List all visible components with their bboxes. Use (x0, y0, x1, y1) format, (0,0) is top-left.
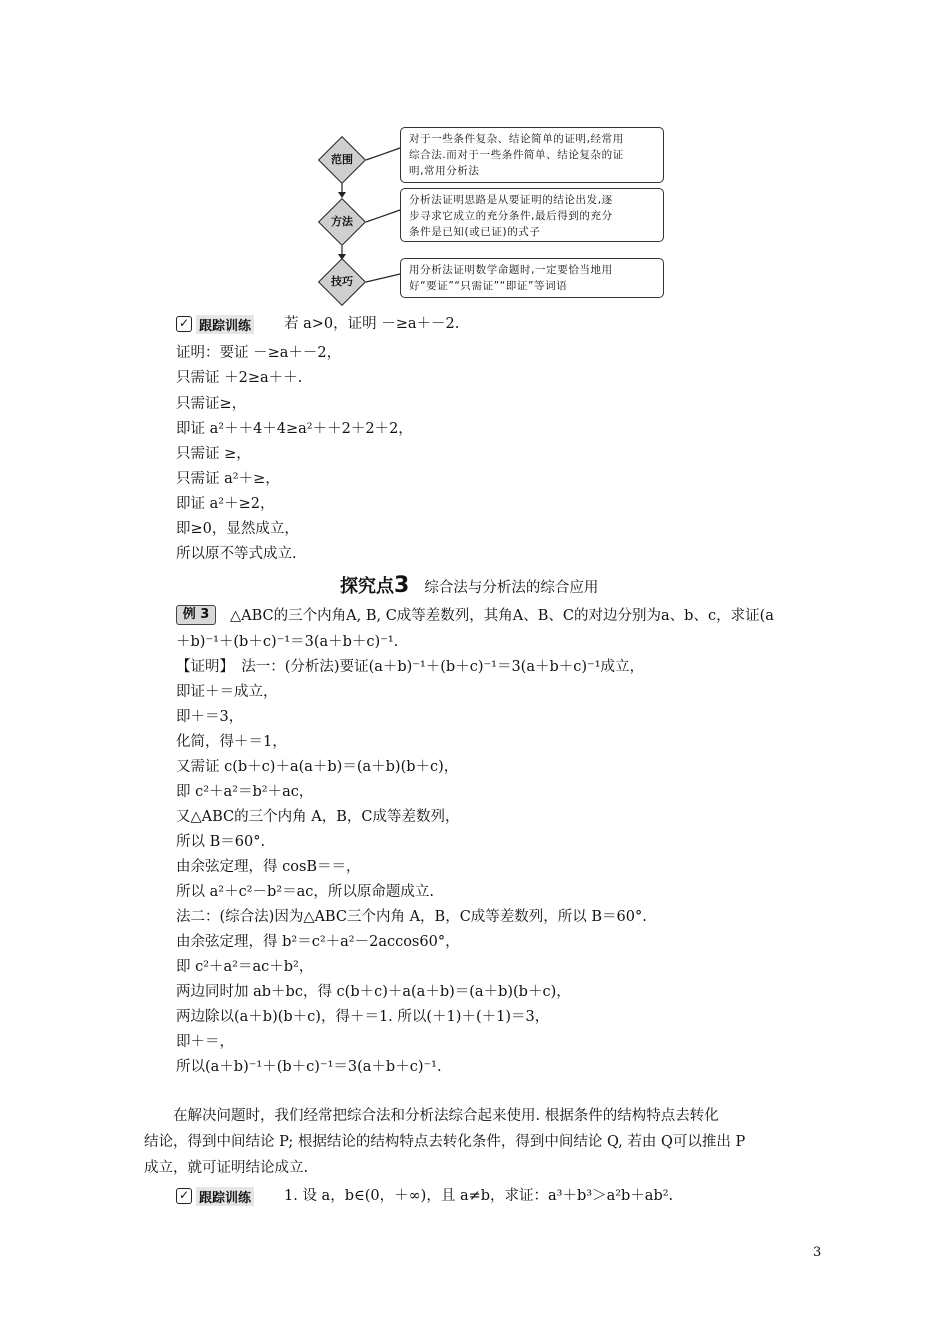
proof-line: 只需证 a²＋≥， (176, 471, 280, 487)
proof-line: 化简，得＋＝1， (176, 734, 287, 750)
proof-line: 又需证 c(b＋c)＋a(a＋b)＝(a＋b)(b＋c)， (176, 759, 459, 775)
section-heading (340, 572, 598, 598)
summary-line: 结论，得到中间结论 P; 根据结论的结构特点去转化条件，得到中间结论 Q, 若由 Q可以推出 P (144, 1134, 746, 1150)
badge-label: 跟踪训练 (196, 1187, 254, 1206)
proof-line: 只需证 ≥， (176, 446, 251, 462)
proof-line: 所以 B＝60°. (176, 834, 266, 850)
tracking-badge (176, 1187, 254, 1205)
page-number: 3 (813, 1245, 822, 1260)
proof-line: 即≥0，显然成立， (176, 521, 299, 537)
proof-line: 即证＋＝成立， (176, 684, 278, 700)
proof-line: 即＋＝3， (176, 709, 244, 725)
proof-line: 只需证≥， (176, 396, 247, 412)
proof-line: 【证明】 法一：(分析法)要证(a＋b)⁻¹＋(b＋c)⁻¹＝3(a＋b＋c)⁻¹成立， (176, 659, 645, 675)
box-line: 综合法.而对于一些条件简单、结论复杂的证 (409, 149, 624, 161)
method-diagram (316, 124, 668, 299)
scope-box (400, 127, 664, 183)
exercise-title: 若 a>0，证明 －≥a＋－2. (284, 316, 460, 332)
box-line: 好“要证”“只需证”“即证”等词语 (409, 280, 568, 292)
exercise-line: 1. 设 a，b∈(0，＋∞)，且 a≠b，求证：a³＋b³＞a²b＋ab². (284, 1188, 674, 1204)
example-line: ＋b)⁻¹＋(b＋c)⁻¹＝3(a＋b＋c)⁻¹. (176, 634, 399, 650)
proof-line: 即 c²＋a²＝b²＋ac， (176, 784, 314, 800)
proof-line: 两边除以(a＋b)(b＋c)，得＋＝1. 所以(＋1)＋(＋1)＝3， (176, 1009, 550, 1025)
box-line: 步寻求它成立的充分条件,最后得到的充分 (409, 210, 613, 222)
method-box (400, 188, 664, 242)
technique-box (400, 258, 664, 298)
proof-line: 所以原不等式成立. (176, 546, 297, 562)
example-line: △ABC的三个内角A, B, C成等差数列，其角A、B、C的对边分别为a、b、c，求证(a (230, 608, 774, 624)
proof-line: 即 c²＋a²＝ac＋b²， (176, 959, 314, 975)
tracking-badge (176, 315, 254, 333)
proof-line: 由余弦定理，得 cosB＝＝， (176, 859, 361, 875)
box-line: 用分析法证明数学命题时,一定要恰当地用 (409, 264, 613, 276)
summary-line: 成立，就可证明结论成立. (144, 1160, 309, 1176)
diamond-label: 范围 (331, 153, 353, 166)
proof-line: 所以 a²＋c²－b²＝ac，所以原命题成立. (176, 884, 434, 900)
box-line: 明,常用分析法 (409, 165, 480, 177)
diamond-method (318, 198, 366, 246)
proof-line: 即证 a²＋≥2， (176, 496, 275, 512)
check-icon: ✓ (176, 1188, 192, 1204)
example-tag: 例 3 (176, 605, 216, 625)
check-icon: ✓ (176, 316, 192, 332)
section-label: 探究点 (340, 576, 394, 597)
diamond-scope (318, 136, 366, 184)
proof-line: 即证 a²＋＋4＋4≥a²＋＋2＋2＋2， (176, 421, 413, 437)
summary-line: 在解决问题时，我们经常把综合法和分析法综合起来使用. 根据条件的结构特点去转化 (144, 1108, 719, 1124)
diamond-label: 技巧 (331, 275, 353, 288)
proof-line: 两边同时加 ab＋bc，得 c(b＋c)＋a(a＋b)＝(a＋b)(b＋c)， (176, 984, 571, 1000)
box-line: 分析法证明思路是从要证明的结论出发,逐 (409, 194, 613, 206)
proof-line: 即＋＝， (176, 1034, 234, 1050)
proof-line: 又△ABC的三个内角 A，B，C成等差数列， (176, 809, 460, 825)
section-number: 3 (394, 573, 410, 598)
proof-line: 法二：(综合法)因为△ABC三个内角 A，B，C成等差数列，所以 B＝60°. (176, 909, 647, 925)
box-line: 对于一些条件复杂、结论简单的证明,经常用 (409, 133, 624, 145)
box-line: 条件是已知(或已证)的式子 (409, 226, 541, 238)
diamond-label: 方法 (331, 215, 353, 228)
proof-line: 证明：要证 －≥a＋－2， (176, 345, 342, 361)
proof-line: 只需证 ＋2≥a＋＋. (176, 370, 303, 386)
proof-line: 所以(a＋b)⁻¹＋(b＋c)⁻¹＝3(a＋b＋c)⁻¹. (176, 1059, 442, 1075)
badge-label: 跟踪训练 (196, 315, 254, 334)
proof-line: 由余弦定理，得 b²＝c²＋a²－2accos60°， (176, 934, 460, 950)
section-title: 综合法与分析法的综合应用 (424, 580, 599, 596)
diamond-technique (318, 258, 366, 306)
